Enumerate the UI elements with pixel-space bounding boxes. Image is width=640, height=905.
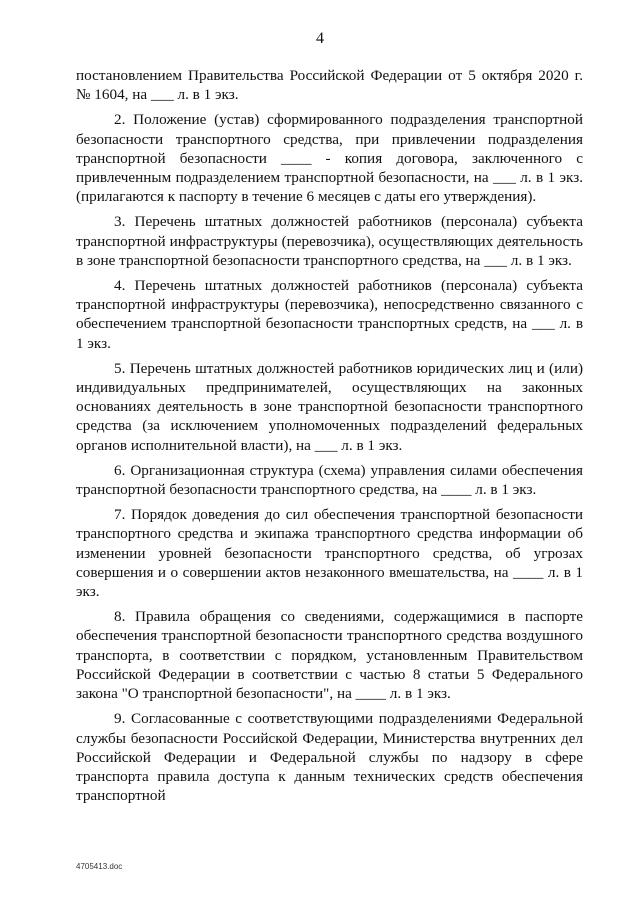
paragraph-item-5: 5. Перечень штатных должностей работников юридических лиц и (или) индивидуальных предпринимателей, осуществляющих на законных основаниях деятельность в зоне транспортной безопасности транспортного средства (за исключением уполномоченных подразделений федеральных органов исполнительной власти), на ___ л. в 1 экз. [76, 359, 583, 454]
paragraph-continuation: постановлением Правительства Российской Федерации от 5 октября 2020 г. № 1604, на ___ л. в 1 экз. [76, 67, 583, 104]
document-file-code: 4705413.doc [76, 862, 123, 871]
paragraph-item-9: 9. Согласованные с соответствующими подразделениями Федеральной службы безопасности Российской Федерации, Министерства внутренних дел Российской Федерации и Федеральной службы по надзору в сфере транспорта правила доступа к данным технических средств обеспечения транспортной [76, 710, 583, 805]
document-body [76, 66, 583, 811]
paragraph-item-2: 2. Положение (устав) сформированного подразделения транспортной безопасности транспортного средства, при привлечении подразделения транспортной безопасности ____ - копия договора, заключенного с привлеченным подразделением транспортной безопасности, на ___ л. в 1 экз. (прилагаются к паспорту в течение 6 месяцев с даты его утверждения). [76, 111, 583, 206]
paragraph-item-4: 4. Перечень штатных должностей работников (персонала) субъекта транспортной инфраструктуры (перевозчика), непосредственно связанного с обеспечением транспортной безопасности транспортных средств, на ___ л. в 1 экз. [76, 277, 583, 352]
paragraph-item-8: 8. Правила обращения со сведениями, содержащимися в паспорте обеспечения транспортной безопасности транспортного средства воздушного транспорта, в соответствии с порядком, установленным Правительством Российской Федерации в соответствии с частью 8 статьи 5 Федерального закона "О транспортной безопасности", на ____ л. в 1 экз. [76, 608, 583, 703]
paragraph-item-7: 7. Порядок доведения до сил обеспечения транспортной безопасности транспортного средства и экипажа транспортного средства информации об изменении уровней безопасности транспортного средства, об угрозах совершения и о совершении актов незаконного вмешательства, на ____ л. в 1 экз. [76, 506, 583, 601]
paragraph-item-3: 3. Перечень штатных должностей работников (персонала) субъекта транспортной инфраструктуры (перевозчика), осуществляющих деятельность в зоне транспортной безопасности транспортного средства, на ___ л. в 1 экз. [76, 213, 583, 269]
paragraph-item-6: 6. Организационная структура (схема) управления силами обеспечения транспортной безопасности транспортного средства, на ____ л. в 1 экз. [76, 461, 583, 499]
page-number: 4 [316, 30, 324, 47]
